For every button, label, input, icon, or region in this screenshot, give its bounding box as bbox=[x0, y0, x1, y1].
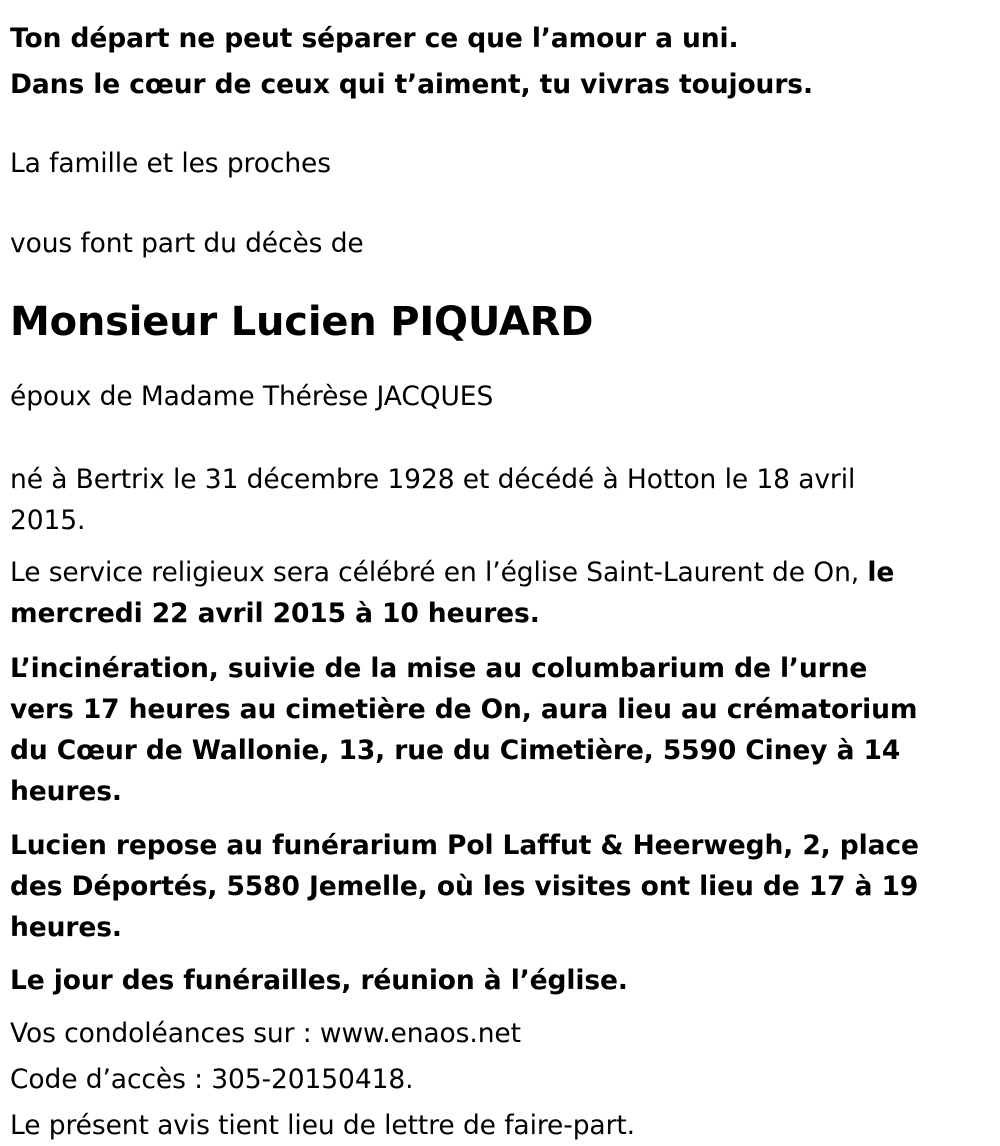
announcement-intro: vous font part du décès de bbox=[10, 228, 364, 259]
family-line: La famille et les proches bbox=[10, 148, 331, 179]
family-section bbox=[10, 143, 938, 184]
access-code-line: Code d’accès : 305-20150418. bbox=[10, 1064, 414, 1095]
cremation-line: L’incinération, suivie de la mise au columbarium de l’urne vers 17 heures au cimetière de On, aura lieu au crématorium du Cœur de Wallonie, 13, rue du Cimetière, 5590 Ciney à 14 heures. bbox=[10, 653, 918, 807]
epigraph-line-1: Ton départ ne peut séparer ce que l’amour a uni. bbox=[10, 23, 739, 54]
birth-death-line: né à Bertrix le 31 décembre 1928 et décédé à Hotton le 18 avril 2015. bbox=[10, 464, 856, 536]
reunion-section bbox=[10, 960, 938, 1001]
reunion-line: Le jour des funérailles, réunion à l’église. bbox=[10, 965, 628, 996]
epigraph-section bbox=[10, 18, 938, 105]
repose-section bbox=[10, 825, 938, 948]
spouse-section bbox=[10, 376, 938, 417]
epigraph-line-2: Dans le cœur de ceux qui t’aiment, tu vivras toujours. bbox=[10, 69, 813, 100]
spouse-line: époux de Madame Thérèse JACQUES bbox=[10, 381, 494, 412]
religious-service-section bbox=[10, 552, 938, 634]
condolences-section bbox=[10, 1013, 938, 1054]
deceased-name: Monsieur Lucien PIQUARD bbox=[10, 299, 594, 345]
religious-service-text: Le service religieux sera célébré en l’église Saint-Laurent de On, bbox=[10, 557, 868, 588]
condolences-line: Vos condoléances sur : www.enaos.net bbox=[10, 1018, 521, 1049]
religious-service-line bbox=[10, 552, 938, 634]
legal-notice-line: Le présent avis tient lieu de lettre de faire-part. bbox=[10, 1110, 635, 1141]
access-code-section bbox=[10, 1059, 938, 1100]
announcement-section bbox=[10, 223, 938, 264]
religious-service-datetime: le mercredi 22 avril 2015 à 10 heures. bbox=[10, 557, 895, 629]
birth-death-section bbox=[10, 459, 938, 541]
cremation-section bbox=[10, 648, 938, 812]
repose-line: Lucien repose au funérarium Pol Laffut & Heerwegh, 2, place des Déportés, 5580 Jemelle, où les visites ont lieu de 17 à 19 heures. bbox=[10, 830, 919, 943]
legal-notice-section bbox=[10, 1105, 938, 1146]
